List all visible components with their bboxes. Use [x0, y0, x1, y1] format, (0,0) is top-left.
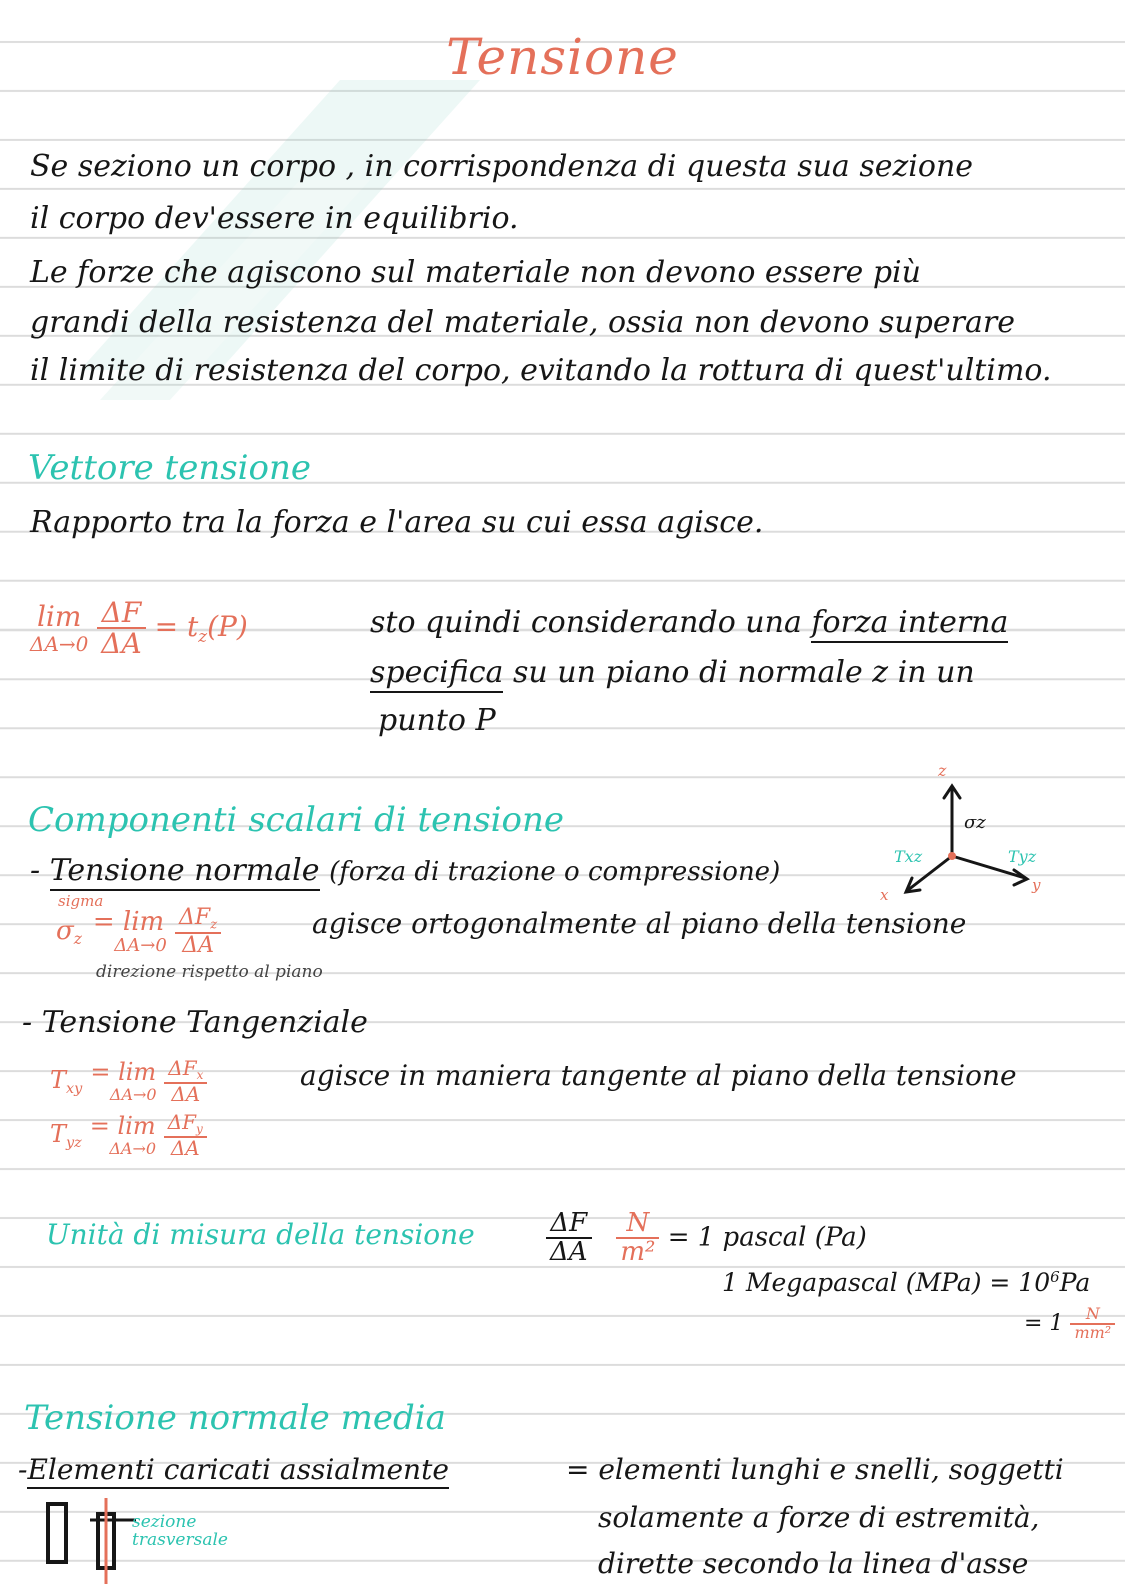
txy-cond: ΔA→0 [109, 1084, 157, 1104]
note-underlined: specifica [370, 655, 503, 693]
fraction-denominator: ΔA [171, 1081, 201, 1106]
formula-result: = t [154, 609, 199, 643]
sigma-eq: = lim [92, 906, 165, 937]
media-desc-1: = elementi lunghi e snelli, soggetti [566, 1453, 1064, 1486]
fraction-denominator: mm² [1074, 1322, 1112, 1342]
num-sub: z [210, 917, 218, 933]
formula-result-arg: (P) [207, 609, 248, 643]
tangenziale-desc: agisce in maniera tangente al piano della tensione [300, 1059, 1017, 1092]
eq-prefix: = 1 [1024, 1310, 1064, 1336]
unita-fraction-unit [616, 1210, 659, 1267]
axis-label-y: y [1032, 876, 1041, 894]
section-heading-media: Tensione normale media [24, 1398, 446, 1438]
txy-formula [50, 1058, 207, 1105]
vettore-note-line-2 [370, 654, 975, 692]
elementi-line [18, 1452, 449, 1487]
axes-diagram [880, 758, 1060, 908]
axis-label-z: z [938, 761, 947, 780]
sigma-formula [56, 906, 221, 958]
mega-exp: 6 [1050, 1268, 1060, 1286]
sigma-lhs-sub: z [73, 930, 82, 949]
sigma-lhs: σ [56, 915, 74, 946]
unita-fraction-force [546, 1210, 592, 1267]
mega-text: 1 Megapascal (MPa) = 10 [722, 1268, 1051, 1297]
num-text: ΔF [167, 1110, 197, 1134]
normale-desc: agisce ortogonalmente al piano della tensione [312, 907, 967, 940]
intro-line-1: Se seziono un corpo , in corrispondenza di questa sua sezione [30, 149, 974, 184]
list-dash: - [30, 853, 41, 888]
formula-fraction [97, 598, 145, 659]
vettore-note-line-3: punto P [378, 703, 496, 738]
fraction-numerator: ΔF [546, 1210, 592, 1239]
sezione-line-2: trasversale [132, 1529, 228, 1550]
intro-line-3: Le forze che agiscono sul materiale non devono essere più [30, 255, 921, 290]
unita-mega [722, 1268, 1090, 1297]
intro-line-2: il corpo dev'essere in equilibrio. [30, 201, 519, 236]
elementi-title: Elementi caricati assialmente [27, 1453, 448, 1489]
note-underlined: forza interna [811, 605, 1008, 643]
axis-label-tyz: Tyz [1008, 847, 1037, 866]
fraction-numerator [164, 1058, 207, 1084]
fraction-denominator: ΔA [170, 1135, 200, 1160]
note-text: sto quindi considerando una [370, 605, 812, 640]
fraction-numerator: N [1070, 1306, 1115, 1325]
txy-eq: = lim [90, 1058, 157, 1087]
section-heading-componenti: Componenti scalari di tensione [28, 800, 564, 840]
list-dash: - [22, 1005, 33, 1040]
unita-label: Unità di misura della tensione [46, 1218, 475, 1251]
media-desc-3: dirette secondo la linea d'asse [598, 1547, 1029, 1580]
unita-pascal: = 1 pascal (Pa) [667, 1222, 867, 1253]
fraction-numerator: N [616, 1210, 659, 1239]
sigma-fraction [175, 906, 221, 958]
fraction-denominator: ΔA [182, 933, 214, 959]
tangenziale-line [22, 1004, 368, 1042]
unita-formula [546, 1210, 867, 1267]
bar-section-sketch [40, 1496, 140, 1586]
txy-fraction [164, 1058, 207, 1105]
mm-fraction [1070, 1306, 1115, 1342]
txy-sub: xy [66, 1080, 83, 1097]
note-text: su un piano di normale z in un [503, 655, 975, 690]
tyz-lhs: T [50, 1119, 67, 1148]
num-sub: y [196, 1122, 203, 1137]
page-title: Tensione [446, 28, 679, 86]
vettore-definition: Rapporto tra la forza e l'area su cui essa agisce. [30, 505, 764, 540]
normale-line [30, 852, 780, 890]
mega-tail: Pa [1059, 1268, 1091, 1297]
fraction-numerator [164, 1112, 207, 1138]
txy-lhs: T [50, 1065, 67, 1094]
tangenziale-title: Tensione Tangenziale [41, 1005, 368, 1040]
section-heading-vettore: Vettore tensione [28, 448, 312, 488]
tyz-eq: = lim [89, 1112, 156, 1141]
tyz-formula [50, 1112, 207, 1159]
fraction-denominator: ΔA [101, 627, 142, 661]
watermark-logo [40, 40, 520, 460]
vettore-note-line-1 [370, 604, 1008, 642]
lim-text: lim [36, 599, 82, 633]
intro-line-5: il limite di resistenza del corpo, evitando la rottura di quest'ultimo. [30, 353, 1052, 388]
unita-mm [1024, 1306, 1115, 1342]
sezione-label [132, 1514, 228, 1550]
normale-paren: (forza di trazione o compressione) [329, 857, 781, 887]
intro-line-4: grandi della resistenza del materiale, ossia non devono superare [30, 305, 1015, 340]
num-text: ΔF [168, 1056, 197, 1080]
num-sub: x [196, 1068, 204, 1083]
sezione-line-1: sezione [132, 1512, 197, 1532]
fraction-numerator: ΔF [97, 598, 145, 629]
tyz-cond: ΔA→0 [109, 1138, 157, 1158]
axis-label-txz: Txz [894, 847, 923, 866]
fraction-denominator: ΔA [550, 1237, 588, 1268]
direction-note: direzione rispetto al piano [96, 962, 323, 982]
axis-label-sigma: σz [964, 812, 986, 833]
axis-label-x: x [880, 886, 889, 904]
media-desc-2: solamente a forze di estremità, [598, 1501, 1040, 1534]
vettore-formula [30, 598, 248, 659]
tyz-sub: yz [66, 1134, 82, 1151]
num-text: ΔF [179, 905, 211, 930]
list-dash: - [18, 1453, 28, 1486]
sigma-label: sigma [58, 892, 104, 910]
normale-title: Tensione normale [50, 853, 320, 891]
tyz-fraction [164, 1112, 207, 1159]
fraction-numerator [175, 906, 221, 934]
sigma-cond: ΔA→0 [114, 935, 167, 957]
formula-result-sub: z [198, 625, 208, 646]
lim-condition: ΔA→0 [30, 631, 89, 656]
fraction-denominator: m² [620, 1237, 656, 1268]
